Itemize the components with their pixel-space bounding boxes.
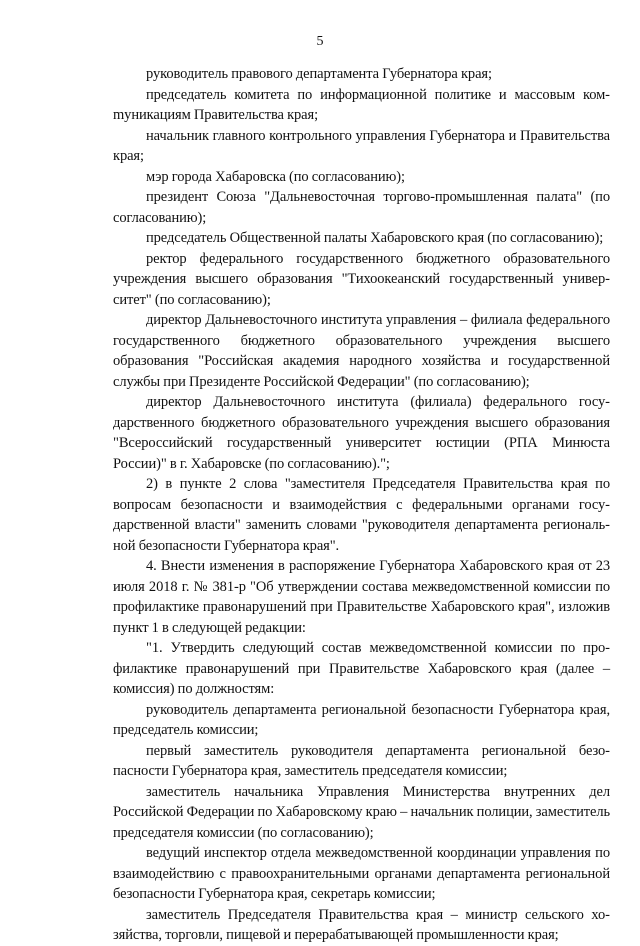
paragraph: руководитель департамента региональной безопасности Губернатора края, председатель комиссии; (113, 701, 610, 738)
paragraph: ведущий инспектор отдела межведомственной координации управления по взаимодействию с правоохранительными органами департамента региональной безопасности Губернатора края, секретарь комиссии; (113, 845, 610, 902)
paragraph: руководитель правового департамента Губернатора края; (146, 66, 492, 82)
paragraph: первый заместитель руководителя департамента региональной безопасности Губернатора края, заместитель председателя комиссии; (113, 742, 610, 779)
page-number: 5 (316, 34, 324, 49)
paragraph: директор Дальневосточного института (филиала) федерального государственного бюджетного образовательного учреждения высшего образования "Всероссийский государственный университет юстиции (РПА Минюста России)" в г. Хабаровске (по согласованию)."; (113, 394, 610, 472)
paragraph: "1. Утвердить следующий состав межведомственной комиссии по профилактике правонарушений при Правительстве Хабаровского края (далее – комиссия) по должностям: (113, 640, 610, 697)
document-body (113, 64, 610, 946)
paragraph: ректор федерального государственного бюджетного образовательного учреждения высшего образования "Тихоокеанский государственный университет" (по согласованию); (113, 250, 610, 308)
paragraph: председатель Общественной палаты Хабаровского края (по согласованию); (146, 230, 604, 246)
paragraph: 2) в пункте 2 слова "заместителя Председателя Правительства края по вопросам безопасности и взаимодействия с федеральными органами государственной власти" заменить словами "руководителя департамента региональной безопасности Губернатора края". (113, 476, 610, 554)
paragraph: президент Союза "Дальневосточная торгово-промышленная палата" (по согласованию); (113, 189, 610, 226)
paragraph: начальник главного контрольного управления Губернатора и Правительства края; (113, 127, 610, 164)
paragraph: директор Дальневосточного института управления – филиала федерального государственного бюджетного образовательного учреждения высшего образования "Российская академия народного хозяйства и государственной службы при Президенте Российской Федерации" (по согласованию); (113, 312, 610, 390)
paragraph: председатель комитета по информационной политике и массовым комmуникациям Правительства края; (113, 86, 610, 123)
paragraph: 4. Внести изменения в распоряжение Губернатора Хабаровского края от 23 июля 2018 г. № 381-р "Об утверждении состава межведомственной комиссии по профилактике правонарушений при Правительстве Хабаровского края", изложив пункт 1 в следующей редакции: (113, 558, 610, 636)
paragraph: заместитель начальника Управления Министерства внутренних дел Российской Федерации по Хабаровскому краю – начальник полиции, заместитель председателя комиссии (по согласованию); (113, 783, 610, 841)
paragraph: заместитель Председателя Правительства края – министр сельского хозяйства, торговли, пищевой и перерабатывающей промышленности края; (113, 906, 610, 943)
paragraph: мэр города Хабаровска (по согласованию); (146, 168, 405, 185)
